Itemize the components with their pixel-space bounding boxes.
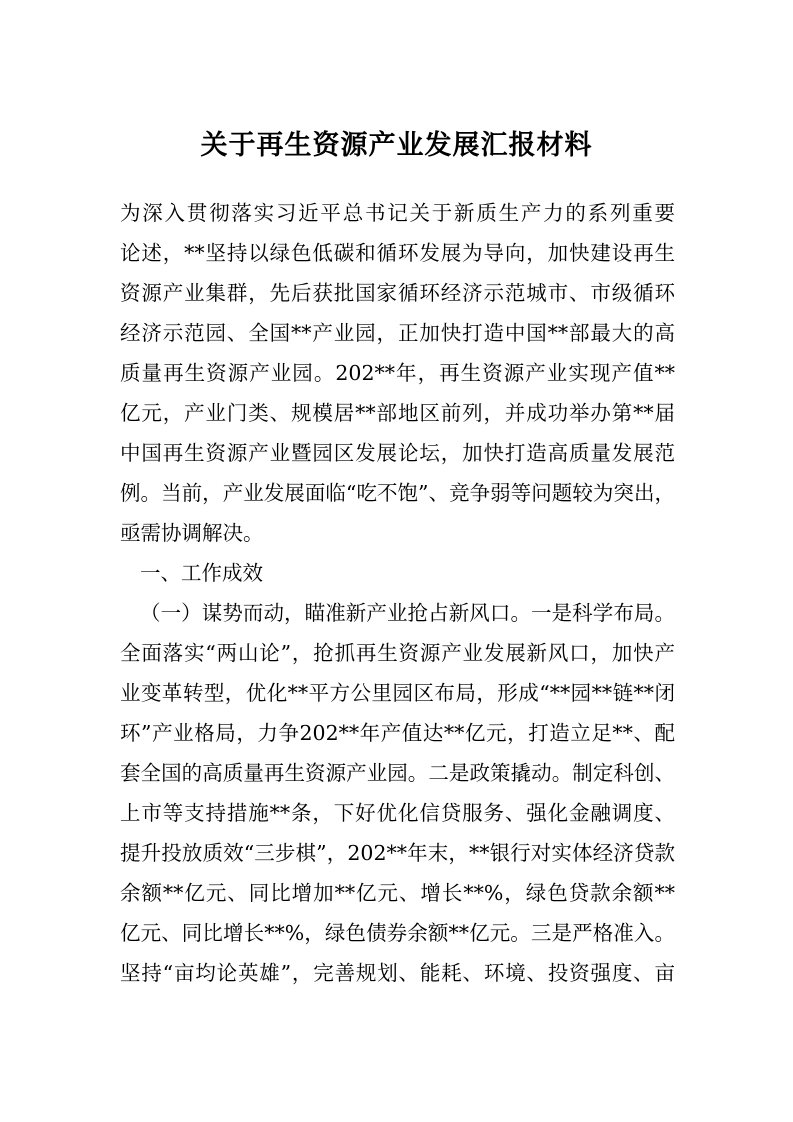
paragraph-line: （一）谋势而动，瞄准新产业抢占新风口。一是科学布局。	[140, 601, 675, 625]
paragraph-line: 例。当前，产业发展面临“吃不饱”、竞争弱等问题较为突出，	[120, 481, 675, 505]
paragraph-line: 环”产业格局，力争202**年产值达**亿元，打造立足**、配	[120, 721, 675, 745]
paragraph-line: 业变革转型，优化**平方公里园区布局，形成“**园**链**闭	[120, 681, 675, 705]
paragraph-line: 经济示范园、全国**产业园，正加快打造中国**部最大的高	[120, 321, 675, 345]
paragraph-line: 提升投放质效“三步棋”，202**年末，**银行对实体经济贷款	[120, 841, 675, 865]
paragraph-line: 为深入贯彻落实习近平总书记关于新质生产力的系列重要	[120, 201, 675, 225]
paragraph-line: 资源产业集群，先后获批国家循环经济示范城市、市级循环	[120, 281, 675, 305]
paragraph-line: 质量再生资源产业园。202**年，再生资源产业实现产值**	[120, 361, 675, 385]
paragraph-line: 上市等支持措施**条，下好优化信贷服务、强化金融调度、	[120, 801, 675, 825]
paragraph-line: 中国再生资源产业暨园区发展论坛，加快打造高质量发展范	[120, 441, 675, 465]
section-heading: 一、工作成效	[140, 561, 263, 585]
paragraph-line: 余额**亿元、同比增加**亿元、增长**%，绿色贷款余额**	[120, 881, 675, 905]
paragraph-line: 论述，**坚持以绿色低碳和循环发展为导向，加快建设再生	[120, 241, 675, 265]
paragraph-line: 亿元、同比增长**%，绿色债券余额**亿元。三是严格准入。	[120, 921, 675, 945]
paragraph-line: 亟需协调解决。	[120, 521, 264, 545]
paragraph-line: 坚持“亩均论英雄”，完善规划、能耗、环境、投资强度、亩	[120, 961, 675, 985]
document-title: 关于再生资源产业发展汇报材料	[200, 130, 593, 161]
paragraph-line: 套全国的高质量再生资源产业园。二是政策撬动。制定科创、	[120, 761, 675, 785]
paragraph-line: 亿元，产业门类、规模居**部地区前列，并成功举办第**届	[120, 401, 675, 425]
paragraph-line: 全面落实“两山论”，抢抓再生资源产业发展新风口，加快产	[120, 641, 675, 665]
